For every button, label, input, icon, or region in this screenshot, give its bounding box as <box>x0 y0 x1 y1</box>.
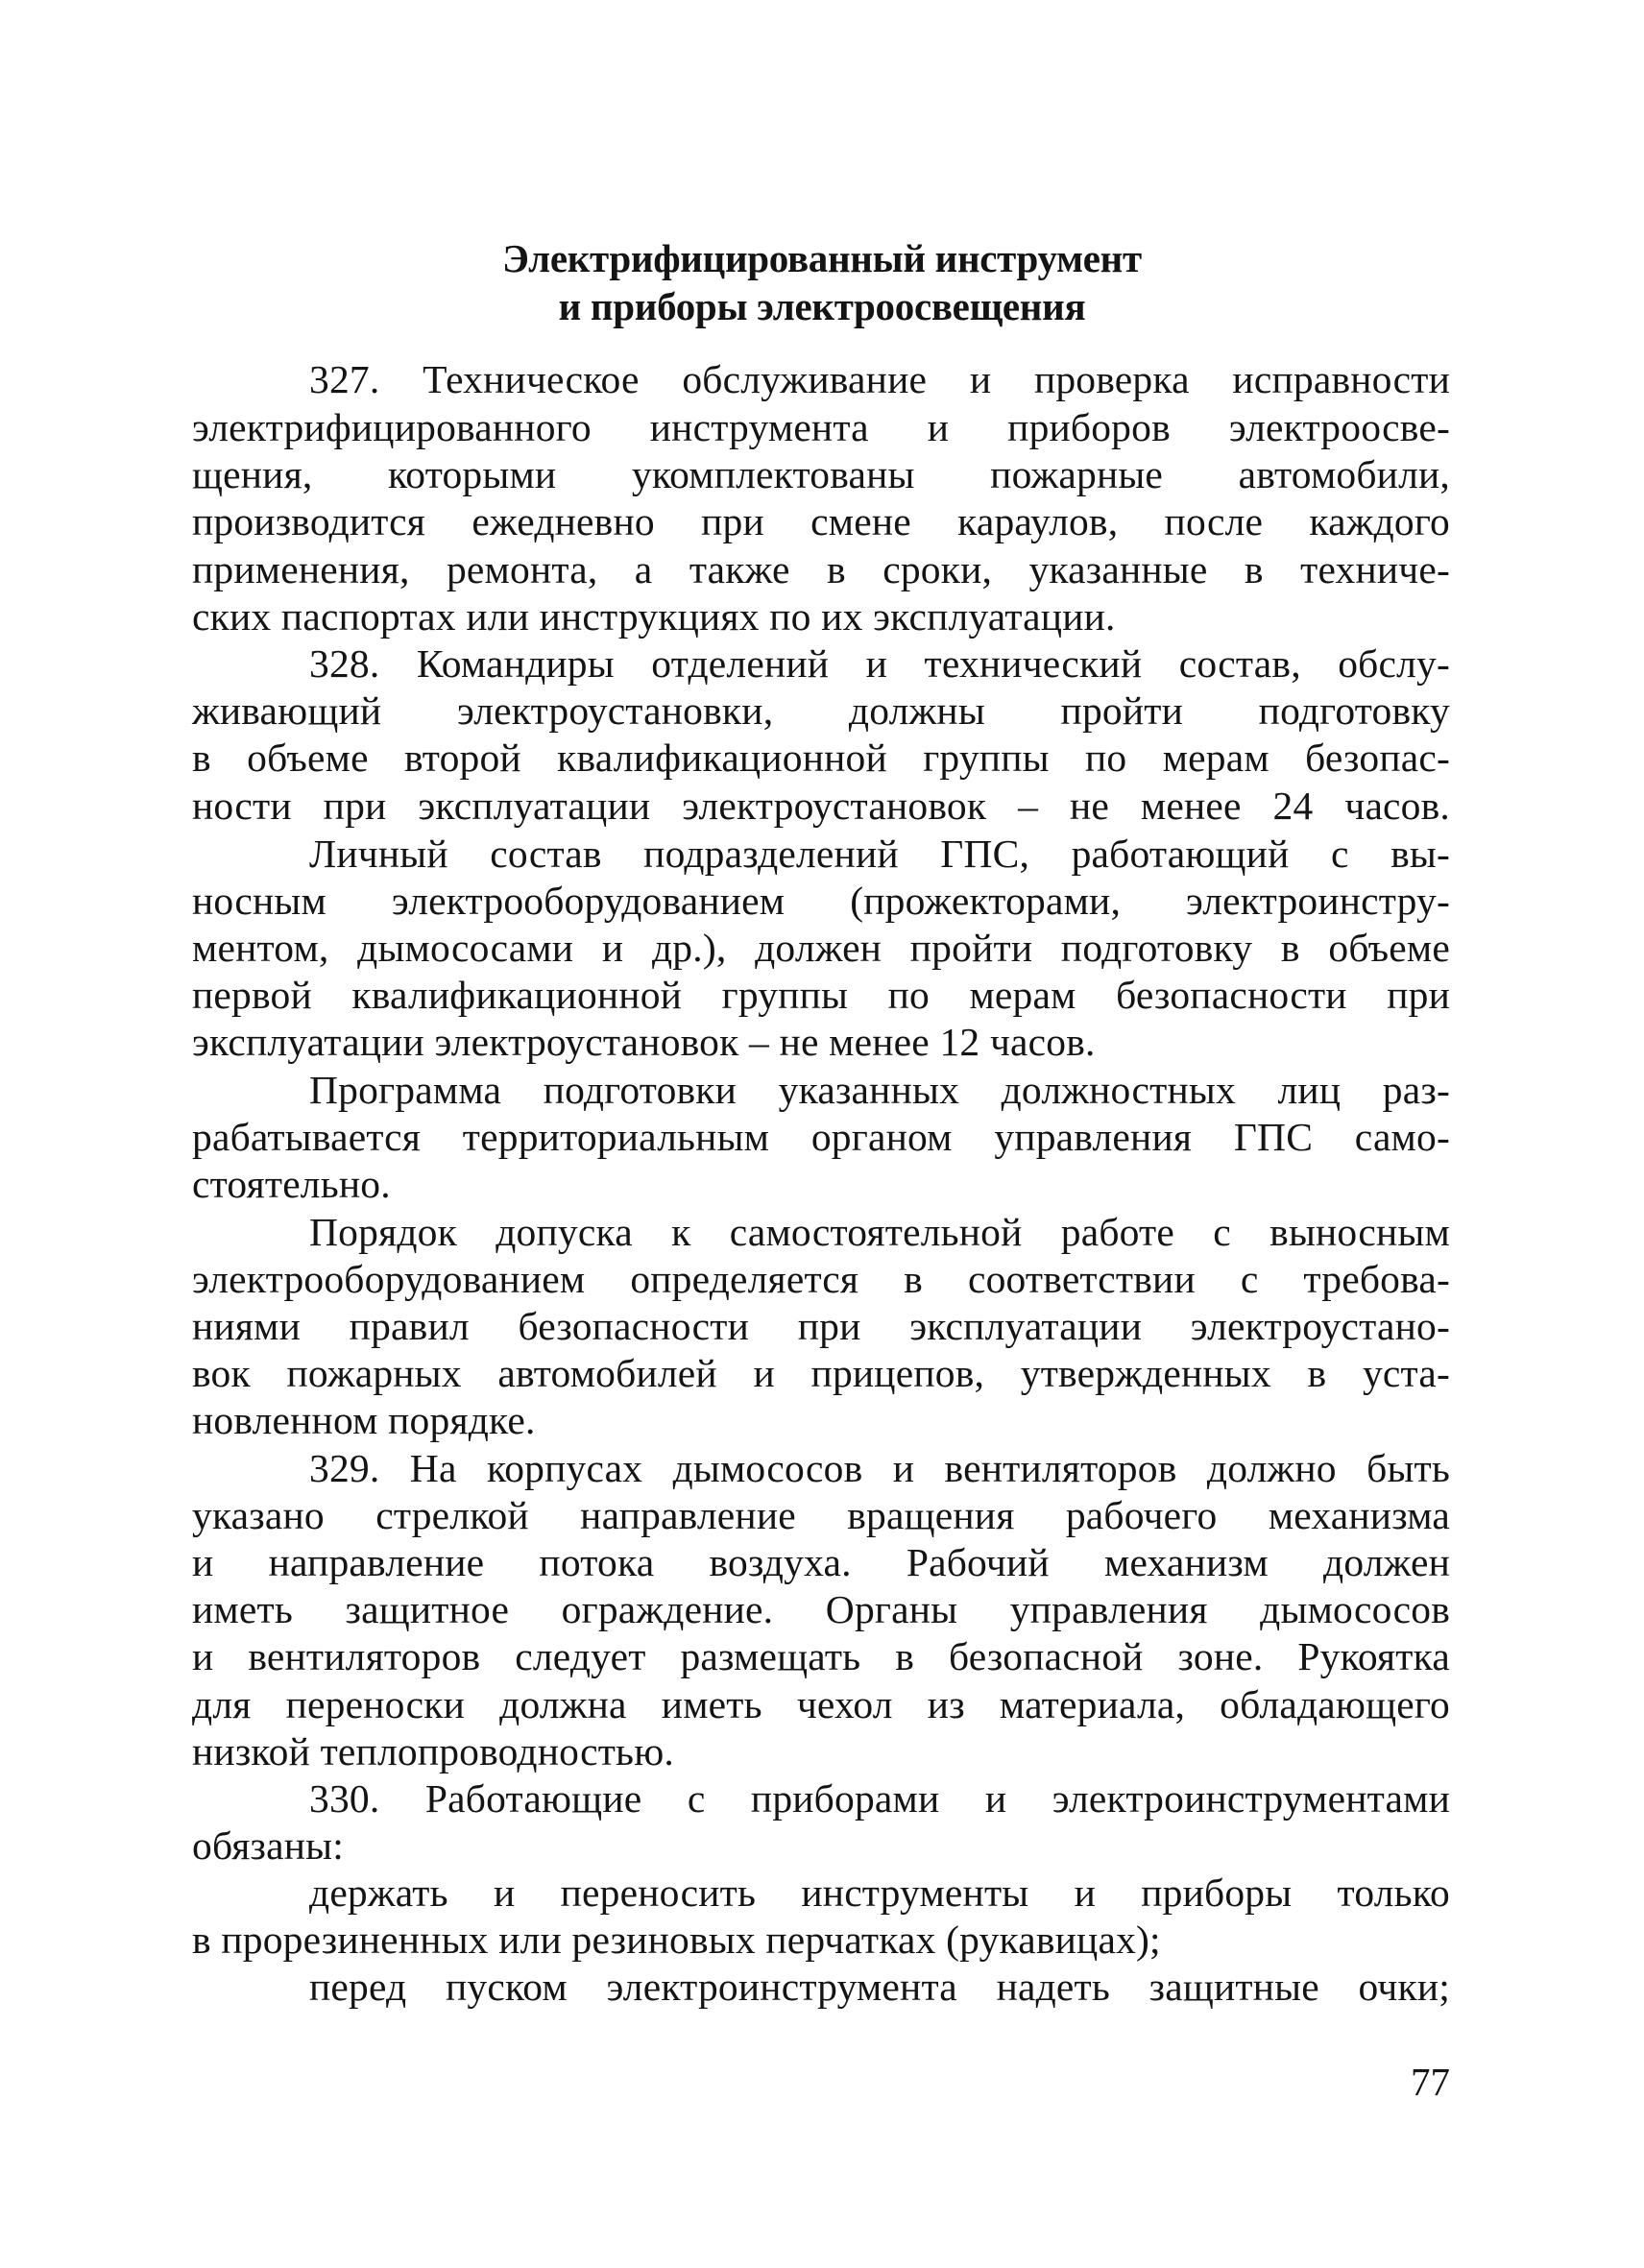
text-line: указано стрелкой направление вращения рабочего механизма <box>192 1493 1450 1537</box>
text-line: производится ежедневно при смене караулов, после каждого <box>192 499 1450 543</box>
section-heading-line-2: и приборы электроосвещения <box>558 284 1086 328</box>
text-line: обязаны: <box>192 1823 344 1868</box>
text-line: стоятельно. <box>192 1162 391 1206</box>
text-line: эксплуатации электроустановок – не менее 12 часов. <box>192 1020 1096 1064</box>
text-line: электрооборудованием определяется в соответствии с требова- <box>192 1257 1450 1301</box>
text-line: применения, ремонта, а также в сроки, указанные в техниче- <box>192 547 1450 591</box>
text-line: ских паспортах или инструкциях по их эксплуатации. <box>192 594 1116 639</box>
text-line: 327. Техническое обслуживание и проверка исправности <box>309 357 1450 401</box>
text-line: в объеме второй квалификационной группы по мерам безопас- <box>192 736 1450 780</box>
text-line: первой квалификационной группы по мерам безопасности при <box>192 973 1450 1017</box>
text-line: для переноски должна иметь чехол из материала, обладающего <box>192 1682 1450 1726</box>
text-line: 328. Командиры отделений и технический состав, обслу- <box>309 641 1450 686</box>
text-line: 329. На корпусах дымососов и вентиляторов должно быть <box>309 1446 1450 1490</box>
text-line: и направление потока воздуха. Рабочий механизм должен <box>192 1540 1450 1584</box>
page-number: 77 <box>1411 2060 1450 2104</box>
text-line: держать и переносить инструменты и приборы только <box>309 1870 1450 1915</box>
text-line: Порядок допуска к самостоятельной работе с выносным <box>309 1210 1450 1254</box>
text-line: перед пуском электроинструмента надеть защитные очки; <box>309 1965 1450 2009</box>
text-line: рабатывается территориальным органом управления ГПС само- <box>192 1115 1450 1159</box>
text-line: живающий электроустановки, должны пройти подготовку <box>192 688 1450 733</box>
text-line: ности при эксплуатации электроустановок – не менее 24 часов. <box>192 784 1450 828</box>
text-line: электрифицированного инструмента и приборов электроосве- <box>192 405 1450 449</box>
text-line: Личный состав подразделений ГПС, работающий с вы- <box>309 832 1450 876</box>
section-heading-line-1: Электрифицированный инструмент <box>502 236 1142 280</box>
text-line: низкой теплопроводностью. <box>192 1729 674 1773</box>
text-line: Программа подготовки указанных должностных лиц раз- <box>309 1068 1450 1112</box>
text-line: ниями правил безопасности при эксплуатации электроустано- <box>192 1304 1450 1348</box>
text-line: 330. Работающие с приборами и электроинструментами <box>309 1776 1450 1821</box>
text-line: и вентиляторов следует размещать в безопасной зоне. Рукоятка <box>192 1634 1450 1678</box>
text-line: ментом, дымососами и др.), должен пройти подготовку в объеме <box>192 926 1450 970</box>
text-line: в прорезиненных или резиновых перчатках (рукавицах); <box>192 1918 1161 1962</box>
text-line: носным электрооборудованием (прожекторами, электроинстру- <box>192 879 1450 923</box>
text-line: новленном порядке. <box>192 1398 536 1442</box>
text-line: иметь защитное ограждение. Органы управления дымососов <box>192 1587 1450 1631</box>
text-line: вок пожарных автомобилей и прицепов, утвержденных в уста- <box>192 1351 1450 1395</box>
text-line: щения, которыми укомплектованы пожарные автомобили, <box>192 452 1450 496</box>
